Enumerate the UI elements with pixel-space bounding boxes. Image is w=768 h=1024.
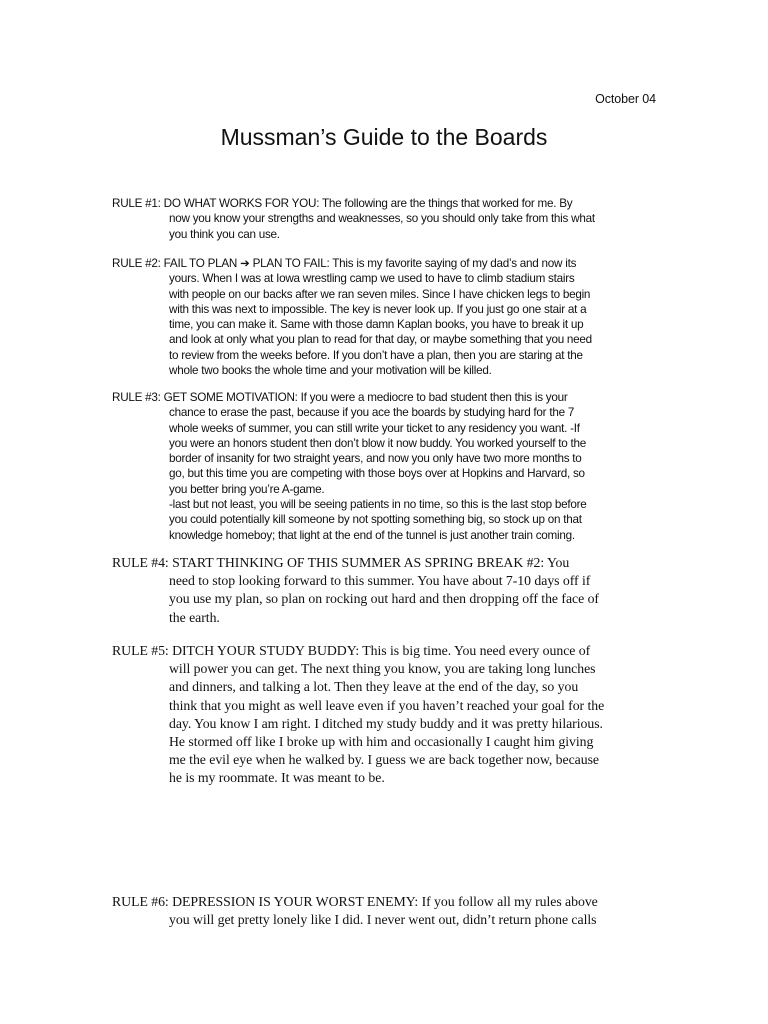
rule-3-line: knowledge homeboy; that light at the end of the tunnel is just another train coming. (169, 528, 575, 542)
rule-5-line: me the evil eye when he walked by. I guess we are back together now, because (169, 752, 599, 768)
rule-3-line: you better bring you’re A-game. (169, 482, 325, 496)
rule-4-line: need to stop looking forward to this summer. You have about 7-10 days off if (169, 573, 591, 589)
rule-1 (112, 196, 656, 242)
rule-2-line: yours. When I was at Iowa wrestling camp we used to have to climb stadium stairs (169, 272, 575, 286)
rule-6 (112, 893, 656, 929)
rule-3-body (169, 405, 656, 543)
rule-3-line: whole weeks of summer, you can still write your ticket to any residency you want. -If (169, 421, 580, 435)
rule-6-body (169, 911, 656, 929)
document-date: October 04 (595, 92, 656, 106)
rule-2-line: time, you can make it. Same with those damn Kaplan books, you have to break it up (169, 318, 584, 332)
rule-5 (112, 642, 656, 788)
rule-3-line: go, but this time you are competing with those boys over at Hopkins and Harvard, so (169, 467, 585, 481)
rule-3 (112, 390, 656, 543)
rule-1-line: now you know your strengths and weaknesses, so you should only take from this what (169, 212, 595, 226)
rule-3-line: border of insanity for two straight years, and now you only have two more months to (169, 452, 582, 466)
rule-2-line: whole two books the whole time and your motivation will be killed. (169, 364, 492, 378)
rule-3-line: you could potentially kill someone by not spotting something big, so stock up on that (169, 513, 582, 527)
rule-5-line: He stormed off like I broke up with him and occasionally I caught him giving (169, 734, 594, 750)
rule-4 (112, 554, 656, 627)
rule-6-heading: RULE #6: DEPRESSION IS YOUR WORST ENEMY: If you follow all my rules above (112, 894, 598, 909)
rule-3-line: -last but not least, you will be seeing patients in no time, so this is the last stop before (169, 498, 587, 512)
document-title: Mussman’s Guide to the Boards (220, 124, 548, 150)
rule-4-line: you use my plan, so plan on rocking out hard and then dropping off the face of (169, 591, 599, 607)
rule-2 (112, 256, 656, 378)
rule-2-heading: RULE #2: FAIL TO PLAN ➔ PLAN TO FAIL: This is my favorite saying of my dad’s and now its (112, 257, 577, 270)
rule-1-heading: RULE #1: DO WHAT WORKS FOR YOU: The following are the things that worked for me. By (112, 197, 573, 210)
rule-2-line: with this was next to impossible. The key is never look up. If you just go one stair at a (169, 302, 587, 316)
rule-5-line: will power you can get. The next thing you know, you are taking long lunches (169, 661, 596, 677)
rule-2-line: to review from the weeks before. If you don’t have a plan, then you are staring at the (169, 348, 583, 362)
rule-5-body (169, 660, 656, 787)
rule-5-heading: RULE #5: DITCH YOUR STUDY BUDDY: This is big time. You need every ounce of (112, 643, 591, 658)
rule-1-line: you think you can use. (169, 227, 280, 241)
rule-5-line: day. You know I am right. I ditched my study buddy and it was pretty hilarious. (169, 715, 603, 731)
rule-5-line: think that you might as well leave even if you haven’t reached your goal for the (169, 697, 605, 713)
rule-2-line: and look at only what you plan to read for that day, or maybe something that you need (169, 333, 592, 347)
rule-4-heading: RULE #4: START THINKING OF THIS SUMMER AS SPRING BREAK #2: You (112, 555, 570, 570)
rule-3-heading: RULE #3: GET SOME MOTIVATION: If you were a mediocre to bad student then this is your (112, 391, 568, 404)
rule-4-body (169, 572, 656, 627)
rule-1-body (169, 211, 656, 242)
rule-2-body (169, 271, 656, 378)
rule-5-line: he is my roommate. It was meant to be. (169, 770, 385, 786)
rule-4-line: the earth. (169, 609, 220, 625)
rule-3-line: chance to erase the past, because if you ace the boards by studying hard for the 7 (169, 406, 575, 420)
rule-6-line: you will get pretty lonely like I did. I never went out, didn’t return phone calls (169, 912, 597, 928)
rule-3-line: you were an honors student then don’t blow it now buddy. You worked yourself to the (169, 436, 586, 450)
rule-5-line: and dinners, and talking a lot. Then they leave at the end of the day, so you (169, 679, 579, 695)
rule-2-line: with people on our backs after we ran seven miles. Since I have chicken legs to begin (169, 287, 591, 301)
